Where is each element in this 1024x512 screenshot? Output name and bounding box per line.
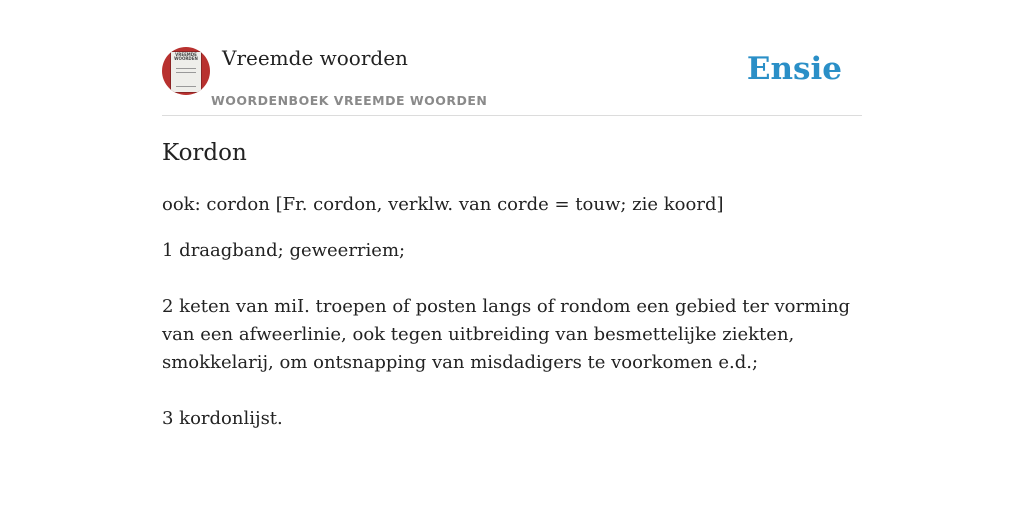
cover-rule (176, 68, 196, 69)
definition-item: 2 keten van miI. troepen of posten langs of rondom een gebied ter vorming van een afweerlinie, ook tegen uitbreiding van besmettelijke ziekten, smokkelarij, om ontsnapping van misdadigers te voorkomen e.d.; (162, 296, 851, 373)
definition-list (162, 237, 862, 433)
cover-rule (176, 72, 196, 73)
entry-etymology: ook: cordon [Fr. cordon, verklw. van corde = touw; zie koord] (162, 194, 724, 215)
cover-rule (176, 86, 196, 87)
dictionary-title[interactable]: Vreemde woorden (222, 46, 408, 70)
entry-card (162, 40, 862, 433)
definition-item: 3 kordonlijst. (162, 408, 283, 429)
ensie-logo[interactable]: Ensie (746, 51, 842, 87)
book-cover-icon (171, 52, 201, 92)
site-header (162, 40, 862, 116)
dictionary-subtitle: WOORDENBOEK VREEMDE WOORDEN (211, 93, 488, 108)
book-cover-title: VREEMDE WOORDEN (174, 52, 198, 61)
dictionary-avatar[interactable] (162, 47, 210, 95)
entry-term: Kordon (162, 140, 247, 166)
definition-item: 1 draagband; geweerriem; (162, 240, 406, 261)
